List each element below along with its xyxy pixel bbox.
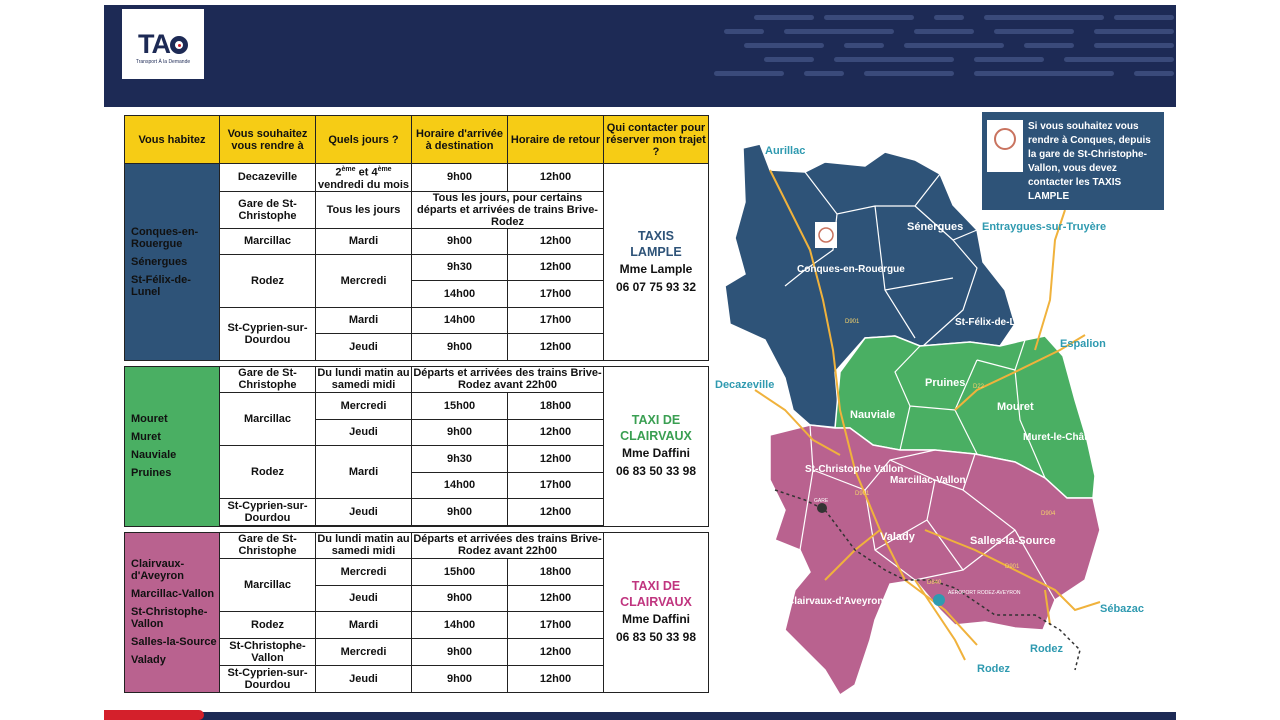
resident-town: Nauviale bbox=[131, 449, 177, 462]
resident-town: Valady bbox=[131, 654, 166, 667]
contact-phone[interactable]: 06 83 50 33 98 bbox=[615, 464, 697, 479]
airport-label: AÉROPORT RODEZ-AVEYRON bbox=[948, 590, 1021, 596]
day-cell: Mardi bbox=[316, 228, 412, 254]
town-label-mouret: Mouret bbox=[997, 401, 1034, 413]
return-cell: 17h00 bbox=[508, 280, 604, 307]
day-cell: Tous les jours bbox=[316, 191, 412, 228]
contact-person: Mme Daffini bbox=[621, 612, 690, 627]
dest-label-rodez-2: Rodez bbox=[1030, 643, 1063, 655]
contact-person: Mme Daffini bbox=[621, 446, 690, 461]
table-row bbox=[125, 532, 709, 558]
day-cell: Mardi bbox=[316, 307, 412, 333]
road-label: D840 bbox=[927, 580, 942, 586]
arrival-cell: 9h30 bbox=[412, 254, 508, 280]
return-cell: 12h00 bbox=[508, 445, 604, 472]
arrival-cell: 14h00 bbox=[412, 280, 508, 307]
day-cell: Mercredi bbox=[316, 392, 412, 419]
resident-town: St-Félix-de-Lunel bbox=[131, 273, 191, 298]
return-cell: 12h00 bbox=[508, 419, 604, 445]
destination-cell: Marcillac bbox=[220, 558, 316, 611]
arrival-cell: 14h00 bbox=[412, 307, 508, 333]
destination-cell: Marcillac bbox=[220, 228, 316, 254]
destination-cell: St-Christophe-Vallon bbox=[220, 638, 316, 665]
conques-seal-icon bbox=[987, 120, 1023, 172]
resident-town: Salles-la-Source bbox=[131, 636, 217, 649]
resident-town: Muret bbox=[131, 431, 161, 444]
resident-town: Mouret bbox=[131, 413, 168, 426]
arrival-cell: 15h00 bbox=[412, 392, 508, 419]
col-header: Horaire de retour bbox=[508, 116, 604, 164]
day-cell: 2ème et 4ème vendredi du mois bbox=[316, 164, 412, 192]
residents-cell bbox=[125, 164, 220, 361]
dest-label-entraygues: Entraygues-sur-Truyère bbox=[982, 221, 1107, 233]
day-cell: Mardi bbox=[316, 445, 412, 498]
return-cell: 17h00 bbox=[508, 611, 604, 638]
return-cell: 12h00 bbox=[508, 665, 604, 692]
return-cell: 12h00 bbox=[508, 228, 604, 254]
arrival-cell: 9h30 bbox=[412, 445, 508, 472]
dest-label-rodez: Rodez bbox=[977, 663, 1010, 675]
contact-cell bbox=[604, 532, 709, 693]
day-cell: Mercredi bbox=[316, 558, 412, 585]
resident-town: St-Christophe-Vallon bbox=[131, 606, 208, 631]
note-cell: Tous les jours, pour certains départs et arrivées de trains Brive-Rodez bbox=[412, 191, 604, 228]
resident-town: Sénergues bbox=[131, 255, 188, 268]
schedule-table bbox=[124, 115, 709, 693]
day-cell: Mercredi bbox=[316, 638, 412, 665]
arrival-cell: 14h00 bbox=[412, 472, 508, 498]
arrival-cell: 9h00 bbox=[412, 228, 508, 254]
arrival-cell: 15h00 bbox=[412, 558, 508, 585]
gare-icon bbox=[817, 503, 827, 513]
day-cell: Jeudi bbox=[316, 498, 412, 525]
destination-cell: St-Cyprien-sur-Dourdou bbox=[220, 665, 316, 692]
town-label-marcillac: Marcillac-Vallon bbox=[890, 475, 966, 486]
town-label-valady: Valady bbox=[880, 531, 915, 543]
dest-label-espalion: Espalion bbox=[1060, 338, 1106, 350]
arrival-cell: 9h00 bbox=[412, 333, 508, 360]
col-header: Vous souhaitez vous rendre à bbox=[220, 116, 316, 164]
note-cell: Départs et arrivées des trains Brive-Rodez avant 22h00 bbox=[413, 367, 602, 392]
destination-cell: Rodez bbox=[220, 254, 316, 307]
table-header-row bbox=[125, 116, 709, 164]
road-label: D901 bbox=[855, 491, 870, 497]
contact-person: Mme Lample bbox=[619, 261, 693, 276]
residents-cell bbox=[125, 366, 220, 526]
town-label-salles: Salles-la-Source bbox=[970, 535, 1056, 547]
conques-info-box bbox=[982, 112, 1164, 210]
road-label: D22 bbox=[973, 384, 985, 390]
destination-cell: Decazeville bbox=[220, 164, 316, 192]
contact-cell bbox=[604, 366, 709, 526]
note-cell: Départs et arrivées des trains Brive-Rodez avant 22h00 bbox=[413, 533, 602, 558]
return-cell: 12h00 bbox=[508, 254, 604, 280]
road-label: D901 bbox=[1005, 564, 1020, 570]
town-label-st-felix: St-Félix-de-Lunel bbox=[955, 317, 1037, 328]
return-cell: 17h00 bbox=[508, 307, 604, 333]
tad-logo: TA Transport À la Demande bbox=[122, 9, 204, 79]
destination-cell: Gare de St-Christophe bbox=[220, 191, 316, 228]
resident-town: Marcillac-Vallon bbox=[131, 588, 215, 601]
airplane-icon bbox=[933, 594, 945, 606]
footer-bar bbox=[104, 712, 1176, 720]
town-label-nauviale: Nauviale bbox=[850, 409, 896, 421]
arrival-cell: 9h00 bbox=[412, 164, 508, 192]
footer-accent bbox=[104, 710, 204, 720]
arrival-cell: 9h00 bbox=[412, 665, 508, 692]
town-label-pruines: Pruines bbox=[925, 377, 966, 389]
arrival-cell: 9h00 bbox=[412, 585, 508, 611]
destination-cell: St-Cyprien-sur-Dourdou bbox=[220, 498, 316, 525]
contact-name: TAXI DE CLAIRVAUX bbox=[620, 413, 692, 444]
col-header: Qui contacter pour réserver mon trajet ? bbox=[604, 116, 709, 164]
contact-phone[interactable]: 06 83 50 33 98 bbox=[615, 630, 697, 645]
day-cell: Du lundi matin au samedi midi bbox=[317, 367, 410, 392]
arrival-cell: 9h00 bbox=[412, 419, 508, 445]
resident-town: Conques-en-Rouergue bbox=[131, 225, 199, 250]
town-label-senergues: Sénergues bbox=[907, 221, 964, 233]
arrival-cell: 9h00 bbox=[412, 638, 508, 665]
town-label-conques: Conques-en-Rouergue bbox=[797, 264, 905, 275]
return-cell: 18h00 bbox=[508, 558, 604, 585]
town-label-st-christophe: St-Christophe Vallon bbox=[805, 464, 904, 475]
dest-label-decazeville: Decazeville bbox=[715, 379, 775, 391]
residents-cell bbox=[125, 532, 220, 693]
destination-cell: Marcillac bbox=[220, 392, 316, 445]
return-cell: 18h00 bbox=[508, 392, 604, 419]
header-banner bbox=[104, 5, 1176, 107]
day-cell: Jeudi bbox=[316, 585, 412, 611]
destination-cell: Rodez bbox=[220, 445, 316, 498]
dest-label-aurillac: Aurillac bbox=[765, 145, 806, 157]
day-cell: Mardi bbox=[316, 611, 412, 638]
road-label: D901 bbox=[845, 319, 860, 325]
resident-town: Clairvaux-d'Aveyron bbox=[131, 558, 185, 583]
town-label-clairvaux: Clairvaux-d'Aveyron bbox=[787, 596, 884, 607]
destination-cell: Gare de St-Christophe bbox=[220, 532, 316, 558]
contact-name: TAXIS LAMPLE bbox=[630, 228, 682, 259]
day-cell: Du lundi matin au samedi midi bbox=[317, 533, 410, 558]
return-cell: 12h00 bbox=[508, 333, 604, 360]
arrival-cell: 9h00 bbox=[412, 498, 508, 525]
return-cell: 12h00 bbox=[508, 164, 604, 192]
table-row bbox=[125, 366, 709, 392]
destination-cell: St-Cyprien-sur-Dourdou bbox=[220, 307, 316, 360]
day-cell: Jeudi bbox=[316, 665, 412, 692]
col-header: Horaire d'arrivée à destination bbox=[412, 116, 508, 164]
return-cell: 17h00 bbox=[508, 472, 604, 498]
destination-cell: Rodez bbox=[220, 611, 316, 638]
resident-town: Pruines bbox=[131, 467, 172, 480]
logo-subtitle: Transport À la Demande bbox=[135, 59, 191, 65]
dest-label-sebazac: Sébazac bbox=[1100, 603, 1145, 615]
contact-name: TAXI DE CLAIRVAUX bbox=[620, 579, 692, 610]
return-cell: 12h00 bbox=[508, 638, 604, 665]
day-cell: Mercredi bbox=[316, 254, 412, 307]
road-label: D904 bbox=[1041, 511, 1056, 517]
table-row bbox=[125, 164, 709, 192]
gare-label: GARE bbox=[814, 498, 829, 504]
contact-phone[interactable]: 06 07 75 93 32 bbox=[615, 279, 697, 294]
arrival-cell: 14h00 bbox=[412, 611, 508, 638]
return-cell: 12h00 bbox=[508, 498, 604, 525]
info-text: Si vous souhaitez vous rendre à Conques, depuis la gare de St-Christophe-Vallon, vous devez contacter les TAXIS LAMPLE bbox=[1028, 121, 1151, 202]
day-cell: Jeudi bbox=[316, 333, 412, 360]
day-cell: Jeudi bbox=[316, 419, 412, 445]
contact-cell bbox=[604, 164, 709, 361]
return-cell: 12h00 bbox=[508, 585, 604, 611]
col-header: Vous habitez bbox=[125, 116, 220, 164]
town-label-muret: Muret-le-Château bbox=[1023, 432, 1105, 443]
destination-cell: Gare de St-Christophe bbox=[220, 366, 316, 392]
location-pin-icon bbox=[170, 36, 188, 54]
col-header: Quels jours ? bbox=[316, 116, 412, 164]
